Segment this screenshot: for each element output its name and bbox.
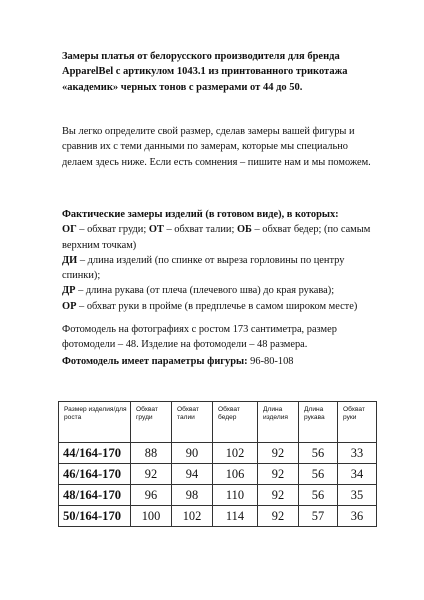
measurements-heading: Фактические замеры изделий (в готовом виде), в которых: [62, 209, 339, 220]
model-params [62, 354, 372, 369]
model-params-value: 96-80-108 [247, 356, 294, 367]
table-cell: 57 [299, 506, 338, 527]
abbr-di: ДИ [62, 254, 78, 266]
document-title: Замеры платья от белорусского производителя для бренда ApparelBel с артикулом 1043.1 из принтованного трикотажа «академик» черных тонов с размерами от 44 до 50. [62, 51, 348, 93]
table-cell: 102 [213, 443, 258, 464]
size-cell: 44/164-170 [59, 443, 131, 464]
abbr-or: ОР [62, 300, 77, 312]
table-header-cell: Обхват руки [338, 402, 377, 443]
def-ot: – обхват талии; [163, 224, 237, 236]
table-cell: 90 [172, 443, 213, 464]
table-header-cell: Длина рукава [299, 402, 338, 443]
table-header-cell: Обхват груди [131, 402, 172, 443]
def-dr: – длина рукава (от плеча (плечевого шва) до края рукава); [75, 285, 335, 297]
table-cell: 88 [131, 443, 172, 464]
table-row [59, 464, 377, 485]
table-cell: 92 [258, 506, 299, 527]
table-row [59, 485, 377, 506]
table-cell: 94 [172, 464, 213, 485]
table-cell: 110 [213, 485, 258, 506]
table-header-cell: Размер изделия/для роста [59, 402, 131, 443]
table-cell: 96 [131, 485, 172, 506]
model-params-label: Фотомодель имеет параметры фигуры: [62, 356, 248, 367]
table-cell: 34 [338, 464, 377, 485]
table-row [59, 443, 377, 464]
table-header-cell: Обхват бедер [213, 402, 258, 443]
size-cell: 50/164-170 [59, 506, 131, 527]
abbr-dr: ДР [62, 285, 76, 297]
abbr-ob: ОБ [236, 224, 252, 236]
table-cell: 33 [338, 443, 377, 464]
table-header-cell: Длина изделия [258, 402, 299, 443]
table-cell: 56 [299, 443, 338, 464]
def-ob: – обхват бедер; (по самым верхним точкам) [62, 224, 371, 251]
measurements-section [62, 207, 372, 314]
table-cell: 36 [338, 506, 377, 527]
table-cell: 56 [299, 464, 338, 485]
table-cell: 100 [131, 506, 172, 527]
abbr-ot: ОТ [148, 224, 164, 236]
table-cell: 92 [131, 464, 172, 485]
table-cell: 102 [172, 506, 213, 527]
table-row [59, 506, 377, 527]
def-or: – обхват руки в пройме (в предплечье в самом широком месте) [76, 300, 358, 312]
model-paragraph: Фотомодель на фотографиях с ростом 173 сантиметра, размер фотомодели – 48. Изделие на фотомодели – 48 размера. [62, 324, 337, 351]
table-cell: 106 [213, 464, 258, 485]
abbr-og: ОГ [62, 224, 77, 236]
def-og: – обхват груди; [76, 224, 149, 236]
table-header-row [59, 402, 377, 443]
table-cell: 92 [258, 443, 299, 464]
intro-paragraph: Вы легко определите свой размер, сделав замеры вашей фигуры и сравнив их с теми данными по замерам, которые мы специально делаем здесь ниже. Если есть сомнения – пишите нам и мы поможем. [62, 126, 371, 168]
table-cell: 92 [258, 464, 299, 485]
size-table [58, 401, 377, 527]
def-di: – длина изделий (по спинке от выреза горловины по центру спинки); [62, 254, 345, 282]
size-cell: 46/164-170 [59, 464, 131, 485]
table-cell: 92 [258, 485, 299, 506]
size-cell: 48/164-170 [59, 485, 131, 506]
table-header-cell: Обхват талии [172, 402, 213, 443]
table-cell: 35 [338, 485, 377, 506]
table-cell: 98 [172, 485, 213, 506]
table-cell: 56 [299, 485, 338, 506]
table-cell: 114 [213, 506, 258, 527]
